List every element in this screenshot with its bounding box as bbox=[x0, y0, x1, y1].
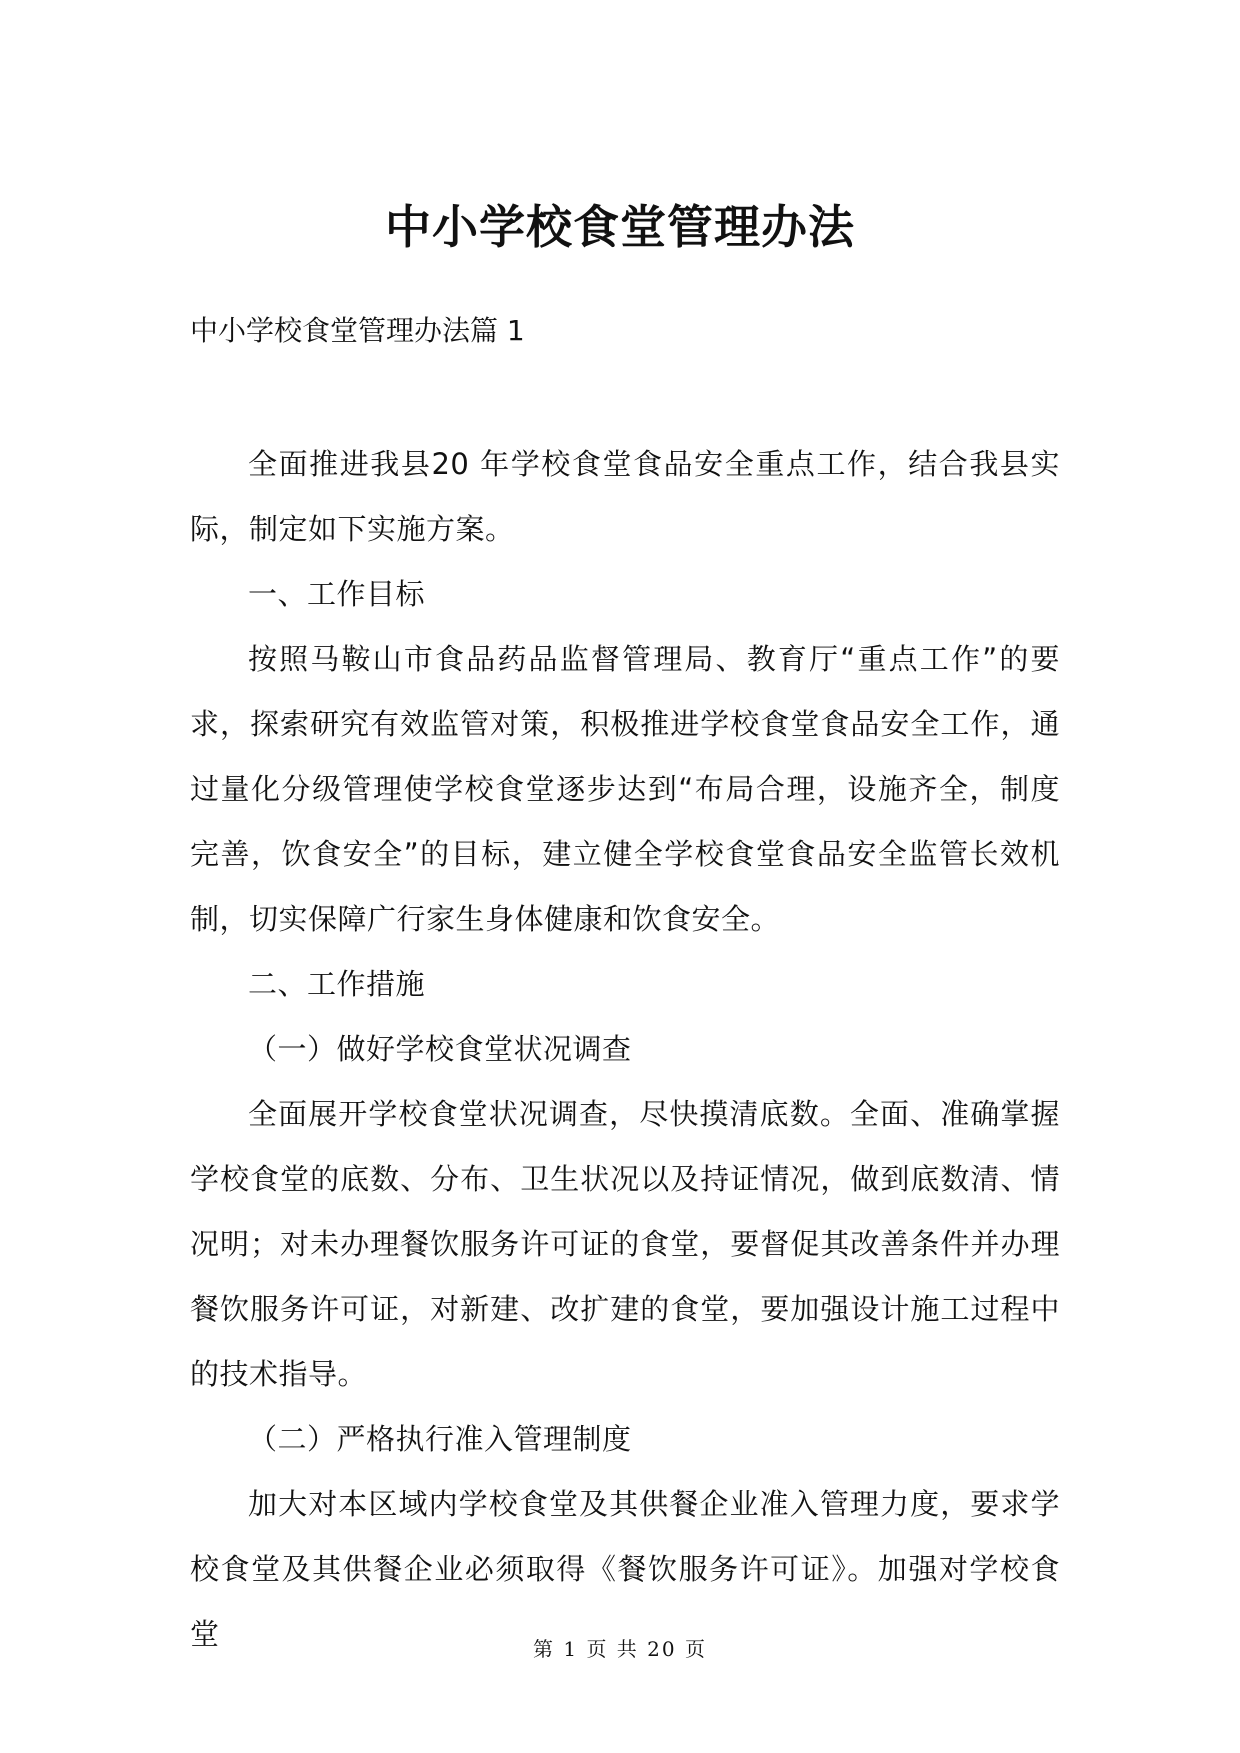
section-heading-goals: 一、工作目标 bbox=[248, 577, 426, 611]
page-number-footer: 第 1 页 共 20 页 bbox=[533, 1637, 707, 1661]
subsection-heading-survey: （一）做好学校食堂状况调查 bbox=[248, 1032, 632, 1066]
document-subtitle: 中小学校食堂管理办法篇 1 bbox=[190, 314, 525, 347]
paragraph-access: 加大对本区域内学校食堂及其供餐企业准入管理力度，要求学校食堂及其供餐企业必须取得《餐饮服务许可证》。加强对学校食堂 bbox=[190, 1487, 1060, 1651]
document-body bbox=[190, 432, 1060, 1667]
paragraph-goals: 按照马鞍山市食品药品监督管理局、教育厅“重点工作”的要求，探索研究有效监管对策，积极推进学校食堂食品安全工作，通过量化分级管理使学校食堂逐步达到“布局合理，设施齐全，制度完善，饮食安全”的目标，建立健全学校食堂食品安全监管长效机制，切实保障广行家生身体健康和饮食安全。 bbox=[190, 642, 1060, 936]
paragraph-intro: 全面推进我县20 年学校食堂食品安全重点工作，结合我县实际，制定如下实施方案。 bbox=[190, 447, 1060, 546]
paragraph-survey: 全面展开学校食堂状况调查，尽快摸清底数。全面、准确掌握学校食堂的底数、分布、卫生状况以及持证情况，做到底数清、情况明；对未办理餐饮服务许可证的食堂，要督促其改善条件并办理餐饮服务许可证，对新建、改扩建的食堂，要加强设计施工过程中的技术指导。 bbox=[190, 1097, 1060, 1391]
section-heading-measures: 二、工作措施 bbox=[248, 967, 426, 1001]
subsection-heading-access: （二）严格执行准入管理制度 bbox=[248, 1422, 632, 1456]
document-title: 中小学校食堂管理办法 bbox=[385, 200, 855, 254]
